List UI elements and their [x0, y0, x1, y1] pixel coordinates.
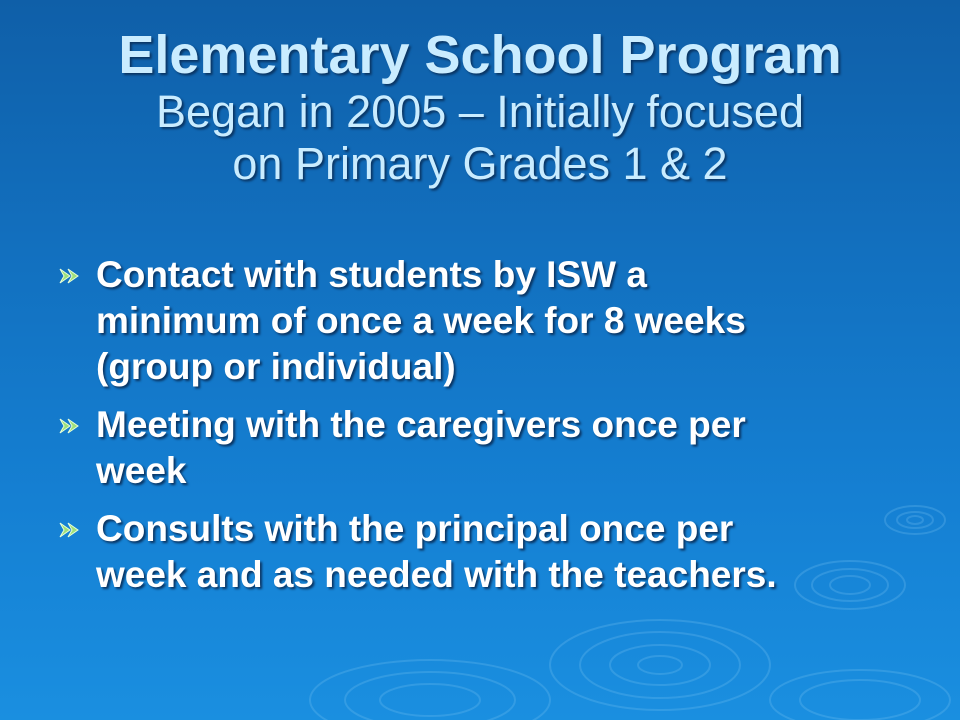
- bullet-item: [58, 506, 918, 598]
- bullet-text-line: Contact with students by ISW a: [96, 254, 647, 295]
- bullet-text-line: week: [96, 450, 187, 491]
- slide-title: Elementary School Program: [118, 25, 842, 85]
- bullet-item: [58, 252, 918, 390]
- bullet-text-line: minimum of once a week for 8 weeks: [96, 300, 746, 341]
- bullet-text-line: Consults with the principal once per: [96, 508, 734, 549]
- arrow-right-bullet-icon: [58, 417, 80, 435]
- bullet-text-line: Meeting with the caregivers once per: [96, 404, 746, 445]
- bullet-item: [58, 402, 918, 494]
- arrow-right-bullet-icon: [58, 521, 80, 539]
- slide-title-block: [0, 24, 960, 190]
- bullet-text-line: (group or individual): [96, 346, 456, 387]
- slide-subtitle-line-1: Began in 2005 – Initially focused: [156, 86, 804, 137]
- bullet-list: [58, 252, 918, 610]
- slide-subtitle-line-2: on Primary Grades 1 & 2: [232, 138, 728, 189]
- arrow-right-bullet-icon: [58, 267, 80, 285]
- bullet-text-line: week and as needed with the teachers.: [96, 554, 777, 595]
